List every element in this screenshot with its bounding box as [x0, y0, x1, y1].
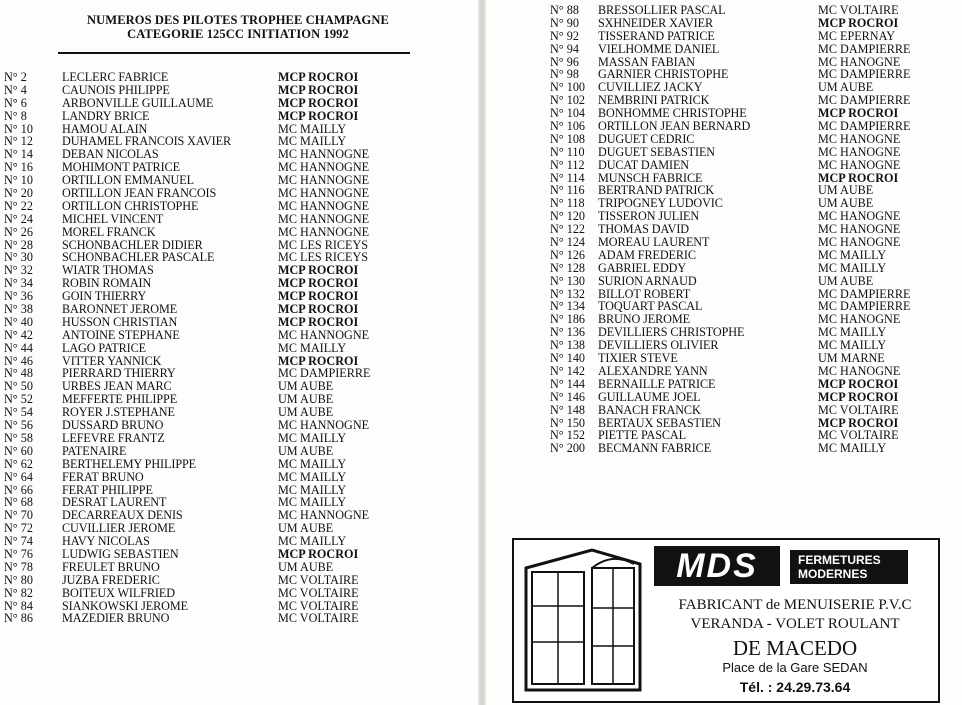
- pilot-club: MC DAMPIERRE: [818, 286, 911, 301]
- pilot-number: N° 60: [4, 443, 33, 458]
- pilot-number: N° 94: [550, 41, 579, 56]
- pilot-club: MC DAMPIERRE: [278, 366, 371, 381]
- pilot-number: N° 142: [550, 363, 586, 378]
- pilot-name: BONHOMME CHRISTOPHE: [598, 106, 747, 121]
- pilot-club: MCP ROCROI: [818, 106, 899, 121]
- pilot-name: DEVILLIERS CHRISTOPHE: [598, 325, 745, 340]
- pilot-number: N° 80: [4, 572, 33, 587]
- title-divider: [58, 52, 410, 54]
- pilot-club: MC VOLTAIRE: [278, 611, 359, 626]
- pilot-name: DEVILLIERS OLIVIER: [598, 338, 719, 353]
- pilot-number: N° 40: [4, 314, 33, 329]
- pilot-club: UM AUBE: [278, 559, 334, 574]
- pilot-club: MCP ROCROI: [278, 314, 359, 329]
- pilot-number: N° 76: [4, 546, 33, 561]
- pilot-number: N° 200: [550, 441, 586, 456]
- pilot-number: N° 138: [550, 338, 586, 353]
- pilot-number: N° 98: [550, 67, 579, 82]
- pilot-number: N° 96: [550, 54, 579, 69]
- pilot-number: N° 118: [550, 196, 585, 211]
- pilot-name: TIXIER STEVE: [598, 351, 678, 366]
- pilot-club: MC HANNOGNE: [278, 147, 370, 162]
- pilot-club: MC VOLTAIRE: [818, 402, 899, 417]
- pilot-number: N° 134: [550, 299, 586, 314]
- pilot-name: PIETTE PASCAL: [598, 428, 686, 443]
- pilot-club: MC HANNOGNE: [278, 160, 370, 175]
- title-line-2: CATEGORIE 125CC INITIATION 1992: [127, 27, 349, 41]
- pilot-club: MC HANNOGNE: [278, 327, 370, 342]
- pilot-club: MC MAILLY: [818, 325, 887, 340]
- pilot-club: MC VOLTAIRE: [278, 572, 359, 587]
- title-line-1: NUMEROS DES PILOTES TROPHEE CHAMPAGNE: [87, 13, 389, 27]
- pilot-name: SURION ARNAUD: [598, 273, 697, 288]
- pilot-name: GOIN THIERRY: [62, 289, 147, 304]
- pilot-number: N° 50: [4, 379, 33, 394]
- pilot-name: MASSAN FABIAN: [598, 54, 696, 69]
- pilot-number: N° 62: [4, 456, 33, 471]
- pilot-club: MC VOLTAIRE: [278, 598, 359, 613]
- brand-line-2: MODERNES: [798, 567, 868, 581]
- pilot-number: N° 186: [550, 312, 586, 327]
- pilot-name: LANDRY BRICE: [62, 108, 150, 123]
- pilot-number: N° 110: [550, 144, 585, 159]
- pilot-name: SCHONBACHLER PASCALE: [62, 250, 215, 265]
- left-page: [0, 0, 480, 705]
- pilot-name: DUGUET CEDRIC: [598, 131, 695, 146]
- pilot-club: MC MAILLY: [278, 534, 347, 549]
- ad-phone: Tél. : 24.29.73.64: [739, 679, 851, 695]
- pilot-club: MC DAMPIERRE: [818, 299, 911, 314]
- pilot-number: N° 124: [550, 235, 586, 250]
- pilot-club: MC HANNOGNE: [278, 508, 370, 523]
- pilot-number: N° 42: [4, 327, 33, 342]
- pilot-name: FERAT PHILIPPE: [62, 482, 153, 497]
- pilot-club: MC VOLTAIRE: [818, 428, 899, 443]
- pilot-club: MC HANNOGNE: [278, 418, 370, 433]
- pilot-name: ROYER J.STEPHANE: [62, 405, 175, 420]
- pilot-club: MC HANNOGNE: [278, 186, 370, 201]
- pilot-name: DESRAT LAURENT: [62, 495, 167, 510]
- page-title: [58, 13, 418, 41]
- pilot-club: MCP ROCROI: [278, 95, 359, 110]
- pilot-club: MC LES RICEYS: [278, 250, 369, 265]
- pilot-name: ORTILLON EMMANUEL: [62, 173, 194, 188]
- pilot-name: BILLOT ROBERT: [598, 286, 691, 301]
- pilot-name: HAMOU ALAIN: [62, 121, 148, 136]
- pilot-club: MC MAILLY: [278, 121, 347, 136]
- pilot-name: VIELHOMME DANIEL: [598, 41, 720, 56]
- pilot-number: N° 54: [4, 405, 33, 420]
- pilot-number: N° 128: [550, 260, 586, 275]
- pilot-number: N° 28: [4, 237, 33, 252]
- pilot-name: LUDWIG SEBASTIEN: [62, 546, 179, 561]
- pilot-number: N° 26: [4, 224, 33, 239]
- pilot-number: N° 6: [4, 95, 27, 110]
- pilot-name: MAZEDIER BRUNO: [62, 611, 170, 626]
- pilot-number: N° 22: [4, 198, 33, 213]
- pilot-number: N° 78: [4, 559, 33, 574]
- pilot-number: N° 4: [4, 82, 27, 97]
- pilot-number: N° 20: [4, 186, 33, 201]
- pilot-number: N° 68: [4, 495, 33, 510]
- pilot-name: CUVILLIER JEROME: [62, 521, 176, 536]
- pilot-club: MCP ROCROI: [278, 289, 359, 304]
- pilot-name: NEMBRINI PATRICK: [598, 93, 710, 108]
- pilot-club: MCP ROCROI: [818, 15, 899, 30]
- pilot-name: FERAT BRUNO: [62, 469, 144, 484]
- pilot-name: GUILLAUME JOEL: [598, 389, 701, 404]
- pilot-number: N° 102: [550, 93, 586, 108]
- brand-label: [790, 550, 908, 584]
- pilot-number: N° 46: [4, 353, 33, 368]
- pilot-name: DUSSARD BRUNO: [62, 418, 164, 433]
- pilot-club: MC HANOGNE: [818, 209, 901, 224]
- pilot-number: N° 144: [550, 376, 586, 391]
- pilot-club: MCP ROCROI: [278, 70, 359, 84]
- pilot-club: MCP ROCROI: [818, 389, 899, 404]
- pilot-number: N° 104: [550, 106, 586, 121]
- pilot-number: N° 114: [550, 170, 585, 185]
- pilot-club: MCP ROCROI: [818, 170, 899, 185]
- pilot-name: URBES JEAN MARC: [62, 379, 172, 394]
- pilot-club: MC MAILLY: [818, 260, 887, 275]
- pilot-name: FREULET BRUNO: [62, 559, 160, 574]
- pilot-club: UM AUBE: [278, 521, 334, 536]
- pilot-name: ARBONVILLE GUILLAUME: [62, 95, 214, 110]
- pilot-name: ANTOINE STEPHANE: [62, 327, 180, 342]
- pilot-name: ADAM FREDERIC: [598, 247, 696, 262]
- pilot-name: SXHNEIDER XAVIER: [598, 15, 713, 30]
- pilot-name: CUVILLIEZ JACKY: [598, 80, 703, 95]
- pilot-club: UM AUBE: [818, 196, 874, 211]
- pilot-number: N° 14: [4, 147, 33, 162]
- pilot-name: LECLERC FABRICE: [62, 70, 169, 84]
- pilot-club: MC MAILLY: [278, 495, 347, 510]
- pilot-number: N° 82: [4, 585, 33, 600]
- pilot-number: N° 16: [4, 160, 33, 175]
- pilot-name: TOQUART PASCAL: [598, 299, 703, 314]
- ad-tagline-1: FABRICANT de MENUISERIE P.V.C: [678, 597, 912, 613]
- ad-company-name: DE MACEDO: [732, 636, 858, 660]
- pilot-name: ROBIN ROMAIN: [62, 276, 152, 291]
- pilot-number: N° 152: [550, 428, 586, 443]
- pilot-name: SIANKOWSKI JEROME: [62, 598, 188, 613]
- pilot-number: N° 130: [550, 273, 586, 288]
- pilot-club: MC LES RICEYS: [278, 237, 369, 252]
- pilot-number: N° 74: [4, 534, 33, 549]
- pilot-number: N° 100: [550, 80, 586, 95]
- pilot-club: MC HANOGNE: [818, 144, 901, 159]
- pilot-number: N° 10: [4, 173, 33, 188]
- pilot-name: BERTAUX SEBASTIEN: [598, 415, 721, 430]
- pilot-club: MC MAILLY: [278, 430, 347, 445]
- pilot-number: N° 58: [4, 430, 33, 445]
- pilot-name: MOHIMONT PATRICE: [62, 160, 180, 175]
- pilot-number: N° 106: [550, 119, 586, 134]
- pilot-name: HAVY NICOLAS: [62, 534, 150, 549]
- pilot-club: MCP ROCROI: [278, 82, 359, 97]
- pilot-number: N° 48: [4, 366, 33, 381]
- pilot-name: MICHEL VINCENT: [62, 211, 164, 226]
- pilot-club: MCP ROCROI: [278, 276, 359, 291]
- brand-line-1: FERMETURES: [798, 553, 881, 567]
- pilot-name: DECARREAUX DENIS: [62, 508, 183, 523]
- pilot-club: MC HANOGNE: [818, 54, 901, 69]
- pilot-number: N° 10: [4, 121, 33, 136]
- pilot-name: ORTILLON JEAN BERNARD: [598, 119, 751, 134]
- pilot-name: MEFFERTE PHILIPPE: [62, 392, 178, 407]
- pilot-name: LAGO PATRICE: [62, 340, 147, 355]
- pilot-club: MC HANOGNE: [818, 235, 901, 250]
- pilot-number: N° 24: [4, 211, 33, 226]
- pilot-club: UM AUBE: [278, 379, 334, 394]
- pilot-name: LEFEVRE FRANTZ: [62, 430, 165, 445]
- pilot-name: DUGUET SEBASTIEN: [598, 144, 716, 159]
- pilot-club: MC HANNOGNE: [278, 198, 370, 213]
- pilot-number: N° 86: [4, 611, 33, 626]
- pilot-number: N° 92: [550, 28, 579, 43]
- pilot-name: ALEXANDRE YANN: [598, 363, 708, 378]
- pilot-name: PIERRARD THIERRY: [62, 366, 176, 381]
- pilot-club: MC DAMPIERRE: [818, 93, 911, 108]
- pilot-number: N° 84: [4, 598, 33, 613]
- advertisement: [512, 538, 940, 703]
- pilot-club: MC MAILLY: [278, 456, 347, 471]
- pilot-club: MC VOLTAIRE: [818, 3, 899, 17]
- pilot-name: ORTILLON JEAN FRANCOIS: [62, 186, 217, 201]
- pilot-name: BERTHELEMY PHILIPPE: [62, 456, 197, 471]
- pilot-name: GARNIER CHRISTOPHE: [598, 67, 729, 82]
- pilot-club: UM AUBE: [278, 405, 334, 420]
- pilot-number: N° 140: [550, 351, 586, 366]
- pilot-club: UM AUBE: [278, 443, 334, 458]
- pilot-club: MC HANOGNE: [818, 131, 901, 146]
- pilot-number: N° 32: [4, 263, 33, 278]
- pilot-name: VITTER YANNICK: [62, 353, 162, 368]
- pilot-name: DEBAN NICOLAS: [62, 147, 159, 162]
- pilot-club: MC HANOGNE: [818, 363, 901, 378]
- pilot-club: UM AUBE: [818, 80, 874, 95]
- pilot-number: N° 150: [550, 415, 586, 430]
- pilot-number: N° 56: [4, 418, 33, 433]
- pilot-number: N° 66: [4, 482, 33, 497]
- pilot-club: MC MAILLY: [818, 338, 887, 353]
- pilot-club: MC HANNOGNE: [278, 173, 370, 188]
- pilot-name: DUHAMEL FRANCOIS XAVIER: [62, 134, 232, 149]
- pilot-club: MC VOLTAIRE: [278, 585, 359, 600]
- pilot-club: MC MAILLY: [278, 340, 347, 355]
- pilot-club: MC HANNOGNE: [278, 211, 370, 226]
- pilot-name: BANACH FRANCK: [598, 402, 701, 417]
- pilot-number: N° 52: [4, 392, 33, 407]
- pilot-name: PATENAIRE: [62, 443, 127, 458]
- pilot-name: TRIPOGNEY LUDOVIC: [598, 196, 723, 211]
- pilot-club: MCP ROCROI: [278, 263, 359, 278]
- pilot-name: BECMANN FABRICE: [598, 441, 712, 456]
- pilot-name: BRUNO JEROME: [598, 312, 690, 327]
- pilot-name: BOITEUX WILFRIED: [62, 585, 175, 600]
- pilot-club: UM AUBE: [818, 273, 874, 288]
- pilot-club: MC DAMPIERRE: [818, 67, 911, 82]
- pilot-club: MC HANNOGNE: [278, 224, 370, 239]
- pilot-club: MCP ROCROI: [278, 108, 359, 123]
- pilot-club: MCP ROCROI: [278, 546, 359, 561]
- pilot-name: THOMAS DAVID: [598, 222, 690, 237]
- pilot-name: MOREL FRANCK: [62, 224, 156, 239]
- pilot-number: N° 38: [4, 302, 33, 317]
- pilot-number: N° 112: [550, 157, 585, 172]
- pilot-club: MC MAILLY: [278, 134, 347, 149]
- pilot-name: TISSERAND PATRICE: [598, 28, 715, 43]
- pilot-name: MOREAU LAURENT: [598, 235, 710, 250]
- pilot-name: HUSSON CHRISTIAN: [62, 314, 178, 329]
- pilot-number: N° 88: [550, 3, 579, 17]
- pilot-name: BERTRAND PATRICK: [598, 183, 715, 198]
- pilot-number: N° 148: [550, 402, 586, 417]
- pilot-name: BARONNET JEROME: [62, 302, 178, 317]
- pilot-number: N° 132: [550, 286, 586, 301]
- pilot-number: N° 90: [550, 15, 579, 30]
- pilot-number: N° 12: [4, 134, 33, 149]
- pilot-number: N° 146: [550, 389, 586, 404]
- pilot-club: MC MAILLY: [278, 469, 347, 484]
- pilot-name: SCHONBACHLER DIDIER: [62, 237, 203, 252]
- pilot-club: MC DAMPIERRE: [818, 119, 911, 134]
- pilot-number: N° 136: [550, 325, 586, 340]
- pilot-club: MC DAMPIERRE: [818, 41, 911, 56]
- pilot-number: N° 44: [4, 340, 33, 355]
- pilot-number: N° 2: [4, 70, 27, 84]
- pilot-club: MCP ROCROI: [278, 353, 359, 368]
- pilot-number: N° 116: [550, 183, 585, 198]
- ad-address: Place de la Gare SEDAN: [722, 660, 868, 675]
- pilot-club: MC MAILLY: [278, 482, 347, 497]
- right-page: [484, 0, 962, 705]
- pilot-club: MCP ROCROI: [818, 376, 899, 391]
- pilot-number: N° 126: [550, 247, 586, 262]
- pilot-number: N° 64: [4, 469, 33, 484]
- pilot-club: MC HANOGNE: [818, 312, 901, 327]
- pilot-club: MC MAILLY: [818, 247, 887, 262]
- pilot-club: UM AUBE: [818, 183, 874, 198]
- pilot-number: N° 108: [550, 131, 586, 146]
- ad-tagline-2: VERANDA - VOLET ROULANT: [690, 616, 900, 632]
- pilot-number: N° 34: [4, 276, 33, 291]
- pilot-name: BRESSOLLIER PASCAL: [598, 3, 726, 17]
- pilot-number: N° 122: [550, 222, 586, 237]
- pilot-name: BERNAILLE PATRICE: [598, 376, 716, 391]
- mds-logo: MDS: [654, 546, 780, 586]
- pilot-number: N° 30: [4, 250, 33, 265]
- pilot-club: MCP ROCROI: [818, 415, 899, 430]
- pilot-name: CAUNOIS PHILIPPE: [62, 82, 170, 97]
- pilot-name: WIATR THOMAS: [62, 263, 154, 278]
- pilot-name: GABRIEL EDDY: [598, 260, 687, 275]
- pilot-name: TISSERON JULIEN: [598, 209, 700, 224]
- pilot-number: N° 8: [4, 108, 27, 123]
- pilot-number: N° 70: [4, 508, 33, 523]
- pilot-number: N° 36: [4, 289, 33, 304]
- pilot-club: MC MAILLY: [818, 441, 887, 456]
- pilot-club: MCP ROCROI: [278, 302, 359, 317]
- pilot-name: DUCAT DAMIEN: [598, 157, 689, 172]
- pilot-club: MC EPERNAY: [818, 28, 896, 43]
- pilot-name: ORTILLON CHRISTOPHE: [62, 198, 199, 213]
- pilot-number: N° 72: [4, 521, 33, 536]
- pilot-name: MUNSCH FABRICE: [598, 170, 703, 185]
- pilot-club: UM MARNE: [818, 351, 885, 366]
- pilot-club: UM AUBE: [278, 392, 334, 407]
- pilot-number: N° 120: [550, 209, 586, 224]
- pilot-name: JUZBA FREDERIC: [62, 572, 160, 587]
- window-door-icon: [522, 546, 644, 694]
- pilot-club: MC HANOGNE: [818, 157, 901, 172]
- pilot-club: MC HANOGNE: [818, 222, 901, 237]
